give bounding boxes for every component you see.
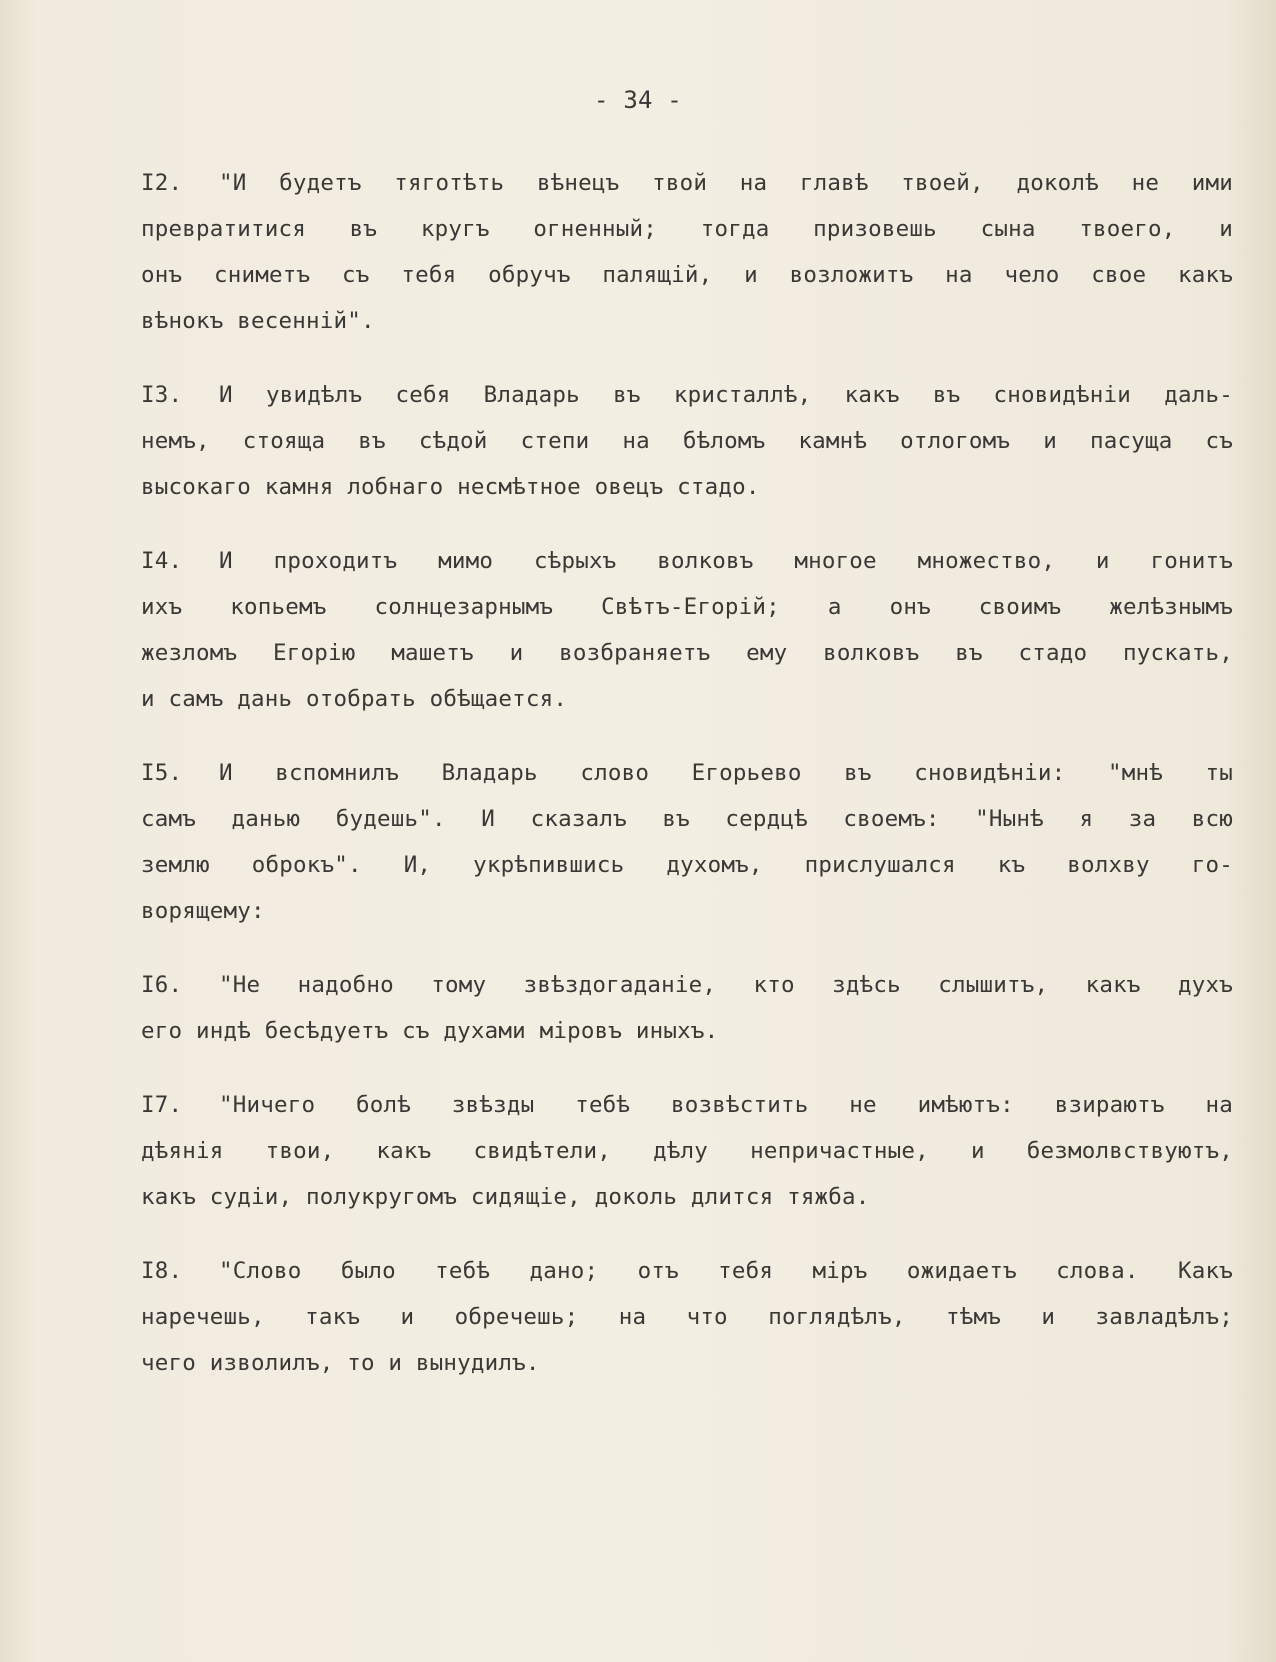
paragraph-12 xyxy=(141,160,1233,344)
text-line: ихъ копьемъ солнцезарнымъ Свѣтъ-Егорій; а онъ своимъ желѣзнымъ xyxy=(141,594,1233,620)
text-line: немъ, стояща въ сѣдой степи на бѣломъ камнѣ отлогомъ и пасуща съ xyxy=(141,428,1233,454)
paragraph-number: I3. xyxy=(141,382,183,408)
text-line xyxy=(141,160,1233,206)
text-line: землю оброкъ". И, укрѣпившись духомъ, прислушался къ волхву го- xyxy=(141,852,1233,878)
paragraph-16 xyxy=(141,962,1233,1054)
paragraph-number: I8. xyxy=(141,1258,183,1284)
text-line xyxy=(141,962,1233,1008)
paragraph-number: I6. xyxy=(141,972,183,998)
paragraph-number: I5. xyxy=(141,760,183,786)
text-line: жезломъ Егорію машетъ и возбраняетъ ему волковъ въ стадо пускать, xyxy=(141,640,1233,666)
text-line: высокаго камня лобнаго несмѣтное овецъ стадо. xyxy=(141,474,760,500)
paragraph-15 xyxy=(141,750,1233,934)
line-text: "Слово было тебѣ дано; отъ тебя міръ ожидаетъ слова. Какъ xyxy=(219,1258,1233,1284)
paragraph-number: I4. xyxy=(141,548,183,574)
line-text: "Ничего болѣ звѣзды тебѣ возвѣстить не имѣютъ: взираютъ на xyxy=(219,1092,1233,1118)
text-line: наречешь, такъ и обречешь; на что поглядѣлъ, тѣмъ и завладѣлъ; xyxy=(141,1304,1233,1330)
text-line: онъ сниметъ съ тебя обручъ палящій, и возложитъ на чело свое какъ xyxy=(141,262,1233,288)
line-text: И увидѣлъ себя Владарь въ кристаллѣ, какъ въ сновидѣніи даль- xyxy=(219,382,1233,408)
text-line xyxy=(141,538,1233,584)
line-text: И вспомнилъ Владарь слово Егорьево въ сновидѣніи: "мнѣ ты xyxy=(219,760,1233,786)
paragraph-14 xyxy=(141,538,1233,722)
paragraph-13 xyxy=(141,372,1233,510)
text-line xyxy=(141,1248,1233,1294)
text-line: самъ данью будешь". И сказалъ въ сердцѣ своемъ: "Нынѣ я за всю xyxy=(141,806,1233,832)
text-line: вѣнокъ весенній". xyxy=(141,308,375,334)
text-line xyxy=(141,1082,1233,1128)
line-text: "Не надобно тому звѣздогаданіе, кто здѣсь слышитъ, какъ духъ xyxy=(219,972,1233,998)
text-line xyxy=(141,372,1233,418)
paragraph-17 xyxy=(141,1082,1233,1220)
text-line: дѣянія твои, какъ свидѣтели, дѣлу непричастные, и безмолвствуютъ, xyxy=(141,1138,1233,1164)
page-number: - 34 - xyxy=(594,86,682,114)
page-body xyxy=(141,160,1233,1414)
text-line: чего изволилъ, то и вынудилъ. xyxy=(141,1350,540,1376)
text-line: какъ судіи, полукругомъ сидящіе, доколь длится тяжба. xyxy=(141,1184,870,1210)
paragraph-number: I7. xyxy=(141,1092,183,1118)
paragraph-number: I2. xyxy=(141,170,183,196)
text-line: его индѣ бесѣдуетъ съ духами міровъ иныхъ. xyxy=(141,1018,719,1044)
text-line: ворящему: xyxy=(141,898,265,924)
text-line: и самъ дань отобрать обѣщается. xyxy=(141,686,568,712)
line-text: "И будетъ тяготѣть вѣнецъ твой на главѣ твоей, доколѣ не ими xyxy=(219,170,1233,196)
paragraph-18 xyxy=(141,1248,1233,1386)
text-line: превратитися въ кругъ огненный; тогда призовешь сына твоего, и xyxy=(141,216,1233,242)
text-line xyxy=(141,750,1233,796)
line-text: И проходитъ мимо сѣрыхъ волковъ многое множество, и гонитъ xyxy=(219,548,1233,574)
